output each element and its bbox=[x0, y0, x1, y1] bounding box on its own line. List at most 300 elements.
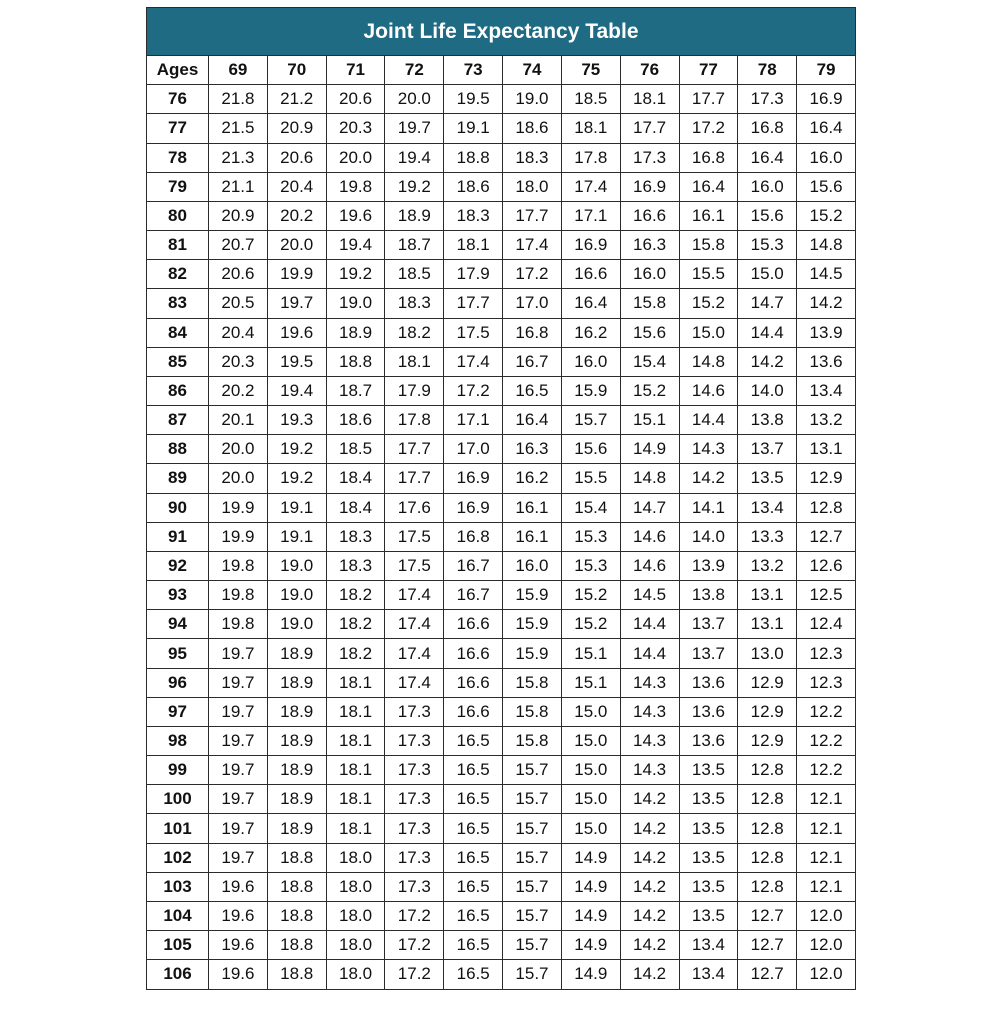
expectancy-cell: 20.2 bbox=[209, 376, 268, 405]
expectancy-cell: 19.8 bbox=[209, 610, 268, 639]
expectancy-cell: 16.5 bbox=[444, 726, 503, 755]
expectancy-cell: 13.7 bbox=[679, 639, 738, 668]
table-row bbox=[147, 785, 856, 814]
expectancy-cell: 18.1 bbox=[326, 697, 385, 726]
expectancy-cell: 19.0 bbox=[326, 289, 385, 318]
table-row bbox=[147, 756, 856, 785]
table-row bbox=[147, 639, 856, 668]
expectancy-cell: 13.6 bbox=[679, 697, 738, 726]
expectancy-cell: 15.0 bbox=[561, 814, 620, 843]
row-age-label: 86 bbox=[147, 376, 209, 405]
expectancy-cell: 14.6 bbox=[620, 551, 679, 580]
age-column-header: 72 bbox=[385, 56, 444, 85]
expectancy-cell: 16.6 bbox=[444, 697, 503, 726]
expectancy-cell: 16.3 bbox=[620, 231, 679, 260]
expectancy-cell: 15.7 bbox=[503, 785, 562, 814]
expectancy-cell: 19.2 bbox=[267, 435, 326, 464]
expectancy-cell: 13.5 bbox=[679, 872, 738, 901]
expectancy-cell: 12.1 bbox=[797, 814, 856, 843]
table-row bbox=[147, 551, 856, 580]
expectancy-cell: 17.3 bbox=[385, 843, 444, 872]
row-age-label: 95 bbox=[147, 639, 209, 668]
expectancy-cell: 15.9 bbox=[503, 639, 562, 668]
row-age-label: 106 bbox=[147, 960, 209, 989]
table-row bbox=[147, 231, 856, 260]
life-expectancy-table bbox=[146, 55, 856, 990]
expectancy-cell: 12.2 bbox=[797, 697, 856, 726]
row-age-label: 105 bbox=[147, 931, 209, 960]
expectancy-cell: 12.0 bbox=[797, 901, 856, 930]
expectancy-cell: 18.2 bbox=[326, 581, 385, 610]
expectancy-cell: 18.1 bbox=[444, 231, 503, 260]
expectancy-cell: 12.3 bbox=[797, 668, 856, 697]
expectancy-cell: 18.9 bbox=[326, 318, 385, 347]
expectancy-cell: 16.7 bbox=[444, 581, 503, 610]
expectancy-cell: 18.5 bbox=[385, 260, 444, 289]
expectancy-cell: 18.3 bbox=[326, 522, 385, 551]
expectancy-cell: 13.1 bbox=[797, 435, 856, 464]
table-title: Joint Life Expectancy Table bbox=[146, 7, 856, 55]
expectancy-cell: 16.9 bbox=[797, 85, 856, 114]
expectancy-cell: 15.7 bbox=[503, 901, 562, 930]
expectancy-cell: 16.3 bbox=[503, 435, 562, 464]
age-column-header: 79 bbox=[797, 56, 856, 85]
expectancy-cell: 12.9 bbox=[738, 726, 797, 755]
expectancy-cell: 15.8 bbox=[503, 726, 562, 755]
expectancy-cell: 17.2 bbox=[385, 901, 444, 930]
age-column-header: 74 bbox=[503, 56, 562, 85]
expectancy-cell: 16.0 bbox=[503, 551, 562, 580]
expectancy-cell: 20.0 bbox=[209, 464, 268, 493]
table-header-row bbox=[147, 56, 856, 85]
age-column-header: 71 bbox=[326, 56, 385, 85]
expectancy-cell: 17.3 bbox=[620, 143, 679, 172]
expectancy-cell: 18.2 bbox=[326, 610, 385, 639]
expectancy-cell: 19.3 bbox=[267, 406, 326, 435]
table-row bbox=[147, 843, 856, 872]
expectancy-cell: 13.1 bbox=[738, 610, 797, 639]
expectancy-cell: 17.2 bbox=[385, 931, 444, 960]
expectancy-cell: 17.7 bbox=[503, 201, 562, 230]
row-age-label: 78 bbox=[147, 143, 209, 172]
row-age-label: 94 bbox=[147, 610, 209, 639]
expectancy-cell: 13.5 bbox=[679, 843, 738, 872]
expectancy-cell: 16.7 bbox=[444, 551, 503, 580]
expectancy-cell: 14.2 bbox=[620, 843, 679, 872]
expectancy-cell: 19.8 bbox=[209, 581, 268, 610]
expectancy-cell: 15.5 bbox=[679, 260, 738, 289]
expectancy-cell: 16.4 bbox=[797, 114, 856, 143]
age-column-header: 70 bbox=[267, 56, 326, 85]
expectancy-cell: 20.6 bbox=[209, 260, 268, 289]
row-age-label: 103 bbox=[147, 872, 209, 901]
row-age-label: 98 bbox=[147, 726, 209, 755]
expectancy-cell: 18.1 bbox=[561, 114, 620, 143]
expectancy-cell: 18.1 bbox=[385, 347, 444, 376]
expectancy-cell: 18.2 bbox=[385, 318, 444, 347]
expectancy-cell: 14.9 bbox=[561, 843, 620, 872]
expectancy-cell: 16.8 bbox=[444, 522, 503, 551]
expectancy-cell: 19.7 bbox=[267, 289, 326, 318]
expectancy-cell: 19.0 bbox=[267, 610, 326, 639]
expectancy-cell: 14.9 bbox=[561, 901, 620, 930]
table-row bbox=[147, 522, 856, 551]
expectancy-cell: 17.7 bbox=[620, 114, 679, 143]
expectancy-cell: 13.4 bbox=[738, 493, 797, 522]
expectancy-cell: 18.7 bbox=[326, 376, 385, 405]
expectancy-cell: 20.2 bbox=[267, 201, 326, 230]
table-row bbox=[147, 464, 856, 493]
expectancy-cell: 13.9 bbox=[797, 318, 856, 347]
expectancy-cell: 16.0 bbox=[797, 143, 856, 172]
row-age-label: 85 bbox=[147, 347, 209, 376]
expectancy-cell: 16.9 bbox=[444, 464, 503, 493]
expectancy-cell: 12.1 bbox=[797, 785, 856, 814]
expectancy-cell: 15.8 bbox=[503, 697, 562, 726]
expectancy-cell: 15.0 bbox=[561, 697, 620, 726]
expectancy-cell: 19.7 bbox=[385, 114, 444, 143]
expectancy-cell: 20.9 bbox=[209, 201, 268, 230]
expectancy-cell: 15.1 bbox=[561, 639, 620, 668]
expectancy-cell: 19.9 bbox=[209, 493, 268, 522]
expectancy-cell: 15.2 bbox=[679, 289, 738, 318]
age-column-header: 76 bbox=[620, 56, 679, 85]
expectancy-cell: 18.1 bbox=[326, 814, 385, 843]
expectancy-cell: 15.3 bbox=[561, 522, 620, 551]
expectancy-cell: 19.9 bbox=[267, 260, 326, 289]
row-age-label: 87 bbox=[147, 406, 209, 435]
age-column-header: 78 bbox=[738, 56, 797, 85]
expectancy-cell: 15.5 bbox=[561, 464, 620, 493]
expectancy-cell: 16.5 bbox=[444, 814, 503, 843]
row-age-label: 79 bbox=[147, 172, 209, 201]
expectancy-cell: 16.0 bbox=[738, 172, 797, 201]
expectancy-cell: 18.3 bbox=[326, 551, 385, 580]
expectancy-cell: 18.4 bbox=[326, 493, 385, 522]
expectancy-cell: 15.8 bbox=[503, 668, 562, 697]
row-age-label: 93 bbox=[147, 581, 209, 610]
expectancy-cell: 13.8 bbox=[679, 581, 738, 610]
table-row bbox=[147, 960, 856, 989]
expectancy-cell: 16.4 bbox=[679, 172, 738, 201]
expectancy-cell: 13.5 bbox=[738, 464, 797, 493]
expectancy-cell: 16.7 bbox=[503, 347, 562, 376]
expectancy-cell: 17.2 bbox=[385, 960, 444, 989]
expectancy-cell: 17.0 bbox=[503, 289, 562, 318]
expectancy-cell: 15.6 bbox=[738, 201, 797, 230]
expectancy-cell: 17.1 bbox=[444, 406, 503, 435]
row-age-label: 99 bbox=[147, 756, 209, 785]
row-age-label: 76 bbox=[147, 85, 209, 114]
row-age-label: 80 bbox=[147, 201, 209, 230]
expectancy-cell: 18.6 bbox=[503, 114, 562, 143]
expectancy-cell: 18.8 bbox=[267, 960, 326, 989]
expectancy-cell: 15.0 bbox=[561, 785, 620, 814]
expectancy-cell: 12.8 bbox=[738, 756, 797, 785]
ages-header: Ages bbox=[147, 56, 209, 85]
expectancy-cell: 15.7 bbox=[503, 756, 562, 785]
expectancy-cell: 16.8 bbox=[679, 143, 738, 172]
expectancy-cell: 12.2 bbox=[797, 756, 856, 785]
expectancy-cell: 17.9 bbox=[444, 260, 503, 289]
expectancy-cell: 13.6 bbox=[679, 668, 738, 697]
row-age-label: 81 bbox=[147, 231, 209, 260]
row-age-label: 92 bbox=[147, 551, 209, 580]
expectancy-cell: 12.8 bbox=[738, 843, 797, 872]
expectancy-cell: 16.6 bbox=[444, 610, 503, 639]
expectancy-cell: 19.5 bbox=[444, 85, 503, 114]
expectancy-cell: 18.9 bbox=[267, 814, 326, 843]
expectancy-cell: 18.9 bbox=[267, 697, 326, 726]
expectancy-cell: 15.4 bbox=[561, 493, 620, 522]
table-row bbox=[147, 406, 856, 435]
expectancy-cell: 17.5 bbox=[385, 551, 444, 580]
table-row bbox=[147, 114, 856, 143]
expectancy-cell: 18.1 bbox=[326, 668, 385, 697]
expectancy-cell: 19.0 bbox=[267, 551, 326, 580]
expectancy-cell: 14.8 bbox=[679, 347, 738, 376]
expectancy-cell: 15.2 bbox=[561, 610, 620, 639]
expectancy-cell: 17.0 bbox=[444, 435, 503, 464]
row-age-label: 100 bbox=[147, 785, 209, 814]
expectancy-cell: 19.6 bbox=[209, 960, 268, 989]
expectancy-cell: 12.0 bbox=[797, 931, 856, 960]
expectancy-cell: 18.0 bbox=[503, 172, 562, 201]
expectancy-cell: 15.1 bbox=[620, 406, 679, 435]
expectancy-cell: 19.2 bbox=[267, 464, 326, 493]
expectancy-cell: 12.6 bbox=[797, 551, 856, 580]
table-row bbox=[147, 289, 856, 318]
table-row bbox=[147, 318, 856, 347]
expectancy-cell: 17.7 bbox=[385, 464, 444, 493]
expectancy-cell: 20.6 bbox=[326, 85, 385, 114]
expectancy-cell: 18.9 bbox=[267, 726, 326, 755]
expectancy-cell: 16.5 bbox=[444, 872, 503, 901]
table-row bbox=[147, 376, 856, 405]
expectancy-cell: 12.7 bbox=[738, 901, 797, 930]
expectancy-cell: 15.0 bbox=[738, 260, 797, 289]
expectancy-cell: 16.8 bbox=[738, 114, 797, 143]
expectancy-cell: 14.2 bbox=[738, 347, 797, 376]
expectancy-cell: 14.5 bbox=[797, 260, 856, 289]
expectancy-cell: 14.2 bbox=[620, 960, 679, 989]
expectancy-cell: 18.9 bbox=[267, 668, 326, 697]
expectancy-cell: 17.2 bbox=[679, 114, 738, 143]
expectancy-cell: 14.3 bbox=[679, 435, 738, 464]
expectancy-cell: 19.2 bbox=[326, 260, 385, 289]
expectancy-cell: 14.4 bbox=[738, 318, 797, 347]
expectancy-cell: 12.8 bbox=[738, 785, 797, 814]
expectancy-cell: 18.8 bbox=[267, 872, 326, 901]
expectancy-cell: 20.4 bbox=[209, 318, 268, 347]
expectancy-cell: 17.3 bbox=[738, 85, 797, 114]
row-age-label: 102 bbox=[147, 843, 209, 872]
life-expectancy-table-container bbox=[146, 7, 856, 990]
age-column-header: 77 bbox=[679, 56, 738, 85]
expectancy-cell: 13.2 bbox=[738, 551, 797, 580]
row-age-label: 88 bbox=[147, 435, 209, 464]
expectancy-cell: 18.9 bbox=[267, 756, 326, 785]
expectancy-cell: 15.2 bbox=[561, 581, 620, 610]
expectancy-cell: 14.2 bbox=[620, 901, 679, 930]
expectancy-cell: 14.1 bbox=[679, 493, 738, 522]
expectancy-cell: 20.5 bbox=[209, 289, 268, 318]
expectancy-cell: 18.0 bbox=[326, 901, 385, 930]
expectancy-cell: 18.4 bbox=[326, 464, 385, 493]
expectancy-cell: 17.5 bbox=[444, 318, 503, 347]
expectancy-cell: 16.1 bbox=[679, 201, 738, 230]
expectancy-cell: 14.3 bbox=[620, 756, 679, 785]
expectancy-cell: 16.4 bbox=[503, 406, 562, 435]
expectancy-cell: 15.7 bbox=[503, 931, 562, 960]
expectancy-cell: 16.5 bbox=[444, 931, 503, 960]
expectancy-cell: 18.9 bbox=[267, 785, 326, 814]
expectancy-cell: 14.9 bbox=[620, 435, 679, 464]
expectancy-cell: 19.8 bbox=[326, 172, 385, 201]
expectancy-cell: 16.9 bbox=[444, 493, 503, 522]
expectancy-cell: 16.9 bbox=[561, 231, 620, 260]
row-age-label: 104 bbox=[147, 901, 209, 930]
expectancy-cell: 15.6 bbox=[797, 172, 856, 201]
expectancy-cell: 12.9 bbox=[797, 464, 856, 493]
expectancy-cell: 14.6 bbox=[679, 376, 738, 405]
expectancy-cell: 12.7 bbox=[738, 960, 797, 989]
expectancy-cell: 17.4 bbox=[503, 231, 562, 260]
expectancy-cell: 12.8 bbox=[797, 493, 856, 522]
expectancy-cell: 15.0 bbox=[561, 726, 620, 755]
expectancy-cell: 16.5 bbox=[444, 960, 503, 989]
expectancy-cell: 16.4 bbox=[561, 289, 620, 318]
table-row bbox=[147, 581, 856, 610]
expectancy-cell: 16.2 bbox=[503, 464, 562, 493]
expectancy-cell: 15.9 bbox=[503, 581, 562, 610]
expectancy-cell: 18.3 bbox=[385, 289, 444, 318]
row-age-label: 97 bbox=[147, 697, 209, 726]
expectancy-cell: 21.1 bbox=[209, 172, 268, 201]
expectancy-cell: 19.7 bbox=[209, 639, 268, 668]
table-row bbox=[147, 260, 856, 289]
table-row bbox=[147, 610, 856, 639]
expectancy-cell: 20.3 bbox=[326, 114, 385, 143]
table-row bbox=[147, 931, 856, 960]
expectancy-cell: 19.0 bbox=[503, 85, 562, 114]
expectancy-cell: 17.5 bbox=[385, 522, 444, 551]
expectancy-cell: 13.9 bbox=[679, 551, 738, 580]
expectancy-cell: 14.8 bbox=[797, 231, 856, 260]
expectancy-cell: 13.6 bbox=[797, 347, 856, 376]
expectancy-cell: 14.2 bbox=[679, 464, 738, 493]
expectancy-cell: 13.5 bbox=[679, 785, 738, 814]
row-age-label: 84 bbox=[147, 318, 209, 347]
expectancy-cell: 15.3 bbox=[738, 231, 797, 260]
expectancy-cell: 15.7 bbox=[503, 960, 562, 989]
expectancy-cell: 13.8 bbox=[738, 406, 797, 435]
expectancy-cell: 17.1 bbox=[561, 201, 620, 230]
expectancy-cell: 13.2 bbox=[797, 406, 856, 435]
expectancy-cell: 19.6 bbox=[267, 318, 326, 347]
expectancy-cell: 19.7 bbox=[209, 697, 268, 726]
expectancy-cell: 17.7 bbox=[385, 435, 444, 464]
expectancy-cell: 15.2 bbox=[620, 376, 679, 405]
expectancy-cell: 20.3 bbox=[209, 347, 268, 376]
age-column-header: 73 bbox=[444, 56, 503, 85]
expectancy-cell: 14.9 bbox=[561, 872, 620, 901]
expectancy-cell: 12.7 bbox=[797, 522, 856, 551]
expectancy-cell: 18.1 bbox=[326, 785, 385, 814]
expectancy-cell: 17.9 bbox=[385, 376, 444, 405]
expectancy-cell: 17.3 bbox=[385, 726, 444, 755]
expectancy-cell: 13.4 bbox=[797, 376, 856, 405]
expectancy-cell: 12.0 bbox=[797, 960, 856, 989]
table-row bbox=[147, 872, 856, 901]
expectancy-cell: 13.1 bbox=[738, 581, 797, 610]
expectancy-cell: 15.9 bbox=[503, 610, 562, 639]
expectancy-cell: 17.2 bbox=[503, 260, 562, 289]
expectancy-cell: 18.7 bbox=[385, 231, 444, 260]
expectancy-cell: 19.7 bbox=[209, 814, 268, 843]
expectancy-cell: 12.8 bbox=[738, 872, 797, 901]
expectancy-cell: 14.3 bbox=[620, 726, 679, 755]
expectancy-cell: 16.0 bbox=[561, 347, 620, 376]
age-column-header: 69 bbox=[209, 56, 268, 85]
expectancy-cell: 18.0 bbox=[326, 843, 385, 872]
expectancy-cell: 12.5 bbox=[797, 581, 856, 610]
expectancy-cell: 19.4 bbox=[326, 231, 385, 260]
expectancy-cell: 18.5 bbox=[326, 435, 385, 464]
expectancy-cell: 16.1 bbox=[503, 493, 562, 522]
row-age-label: 91 bbox=[147, 522, 209, 551]
expectancy-cell: 18.3 bbox=[444, 201, 503, 230]
expectancy-cell: 13.4 bbox=[679, 960, 738, 989]
expectancy-cell: 15.7 bbox=[503, 843, 562, 872]
expectancy-cell: 16.5 bbox=[503, 376, 562, 405]
expectancy-cell: 16.9 bbox=[620, 172, 679, 201]
expectancy-cell: 19.0 bbox=[267, 581, 326, 610]
expectancy-cell: 20.0 bbox=[209, 435, 268, 464]
table-row bbox=[147, 201, 856, 230]
expectancy-cell: 20.9 bbox=[267, 114, 326, 143]
expectancy-cell: 13.7 bbox=[679, 610, 738, 639]
expectancy-cell: 19.1 bbox=[444, 114, 503, 143]
table-body bbox=[147, 85, 856, 989]
expectancy-cell: 14.6 bbox=[620, 522, 679, 551]
expectancy-cell: 14.0 bbox=[679, 522, 738, 551]
row-age-label: 101 bbox=[147, 814, 209, 843]
expectancy-cell: 19.9 bbox=[209, 522, 268, 551]
expectancy-cell: 14.4 bbox=[620, 610, 679, 639]
expectancy-cell: 19.2 bbox=[385, 172, 444, 201]
expectancy-cell: 19.7 bbox=[209, 668, 268, 697]
table-row bbox=[147, 347, 856, 376]
expectancy-cell: 18.9 bbox=[385, 201, 444, 230]
expectancy-cell: 13.4 bbox=[679, 931, 738, 960]
expectancy-cell: 19.6 bbox=[326, 201, 385, 230]
expectancy-cell: 21.2 bbox=[267, 85, 326, 114]
row-age-label: 77 bbox=[147, 114, 209, 143]
expectancy-cell: 15.8 bbox=[620, 289, 679, 318]
expectancy-cell: 14.2 bbox=[620, 785, 679, 814]
table-row bbox=[147, 143, 856, 172]
expectancy-cell: 18.0 bbox=[326, 931, 385, 960]
expectancy-cell: 13.7 bbox=[738, 435, 797, 464]
expectancy-cell: 13.5 bbox=[679, 756, 738, 785]
table-row bbox=[147, 668, 856, 697]
expectancy-cell: 20.0 bbox=[385, 85, 444, 114]
expectancy-cell: 14.5 bbox=[620, 581, 679, 610]
expectancy-cell: 15.7 bbox=[503, 872, 562, 901]
expectancy-cell: 12.2 bbox=[797, 726, 856, 755]
expectancy-cell: 12.9 bbox=[738, 697, 797, 726]
